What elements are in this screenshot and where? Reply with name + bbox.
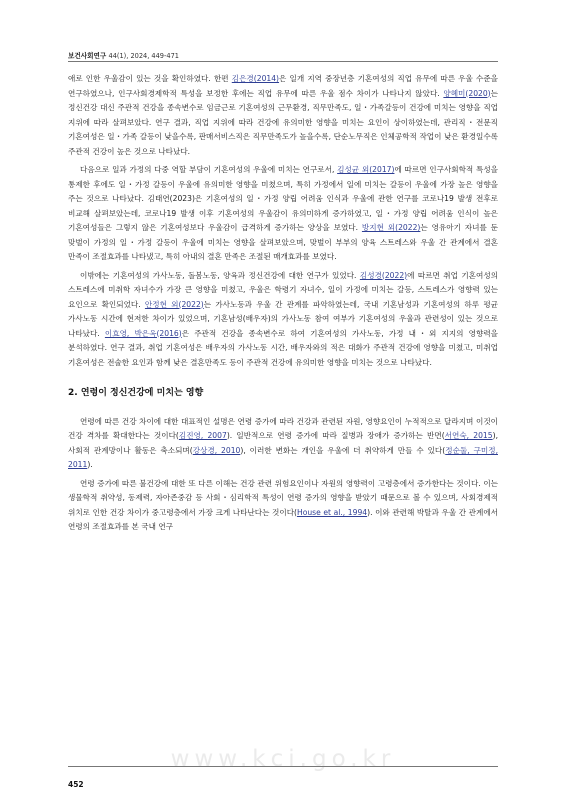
citation-link[interactable]: 김은경(2014) <box>231 74 280 83</box>
citation-link[interactable]: 방지현 외(2022) <box>361 223 421 232</box>
citation-link[interactable]: 강상경, 2010 <box>192 445 241 455</box>
paragraph-text: ), 이러한 변화는 개인을 우울에 더 취약하게 만들 수 있다( <box>240 445 446 455</box>
paragraph-text: ). 일반적으로 연령 증가에 따라 질병과 장애가 증가하는 반면( <box>226 431 445 440</box>
journal-title: 보건사회연구 <box>68 52 107 60</box>
citation-link[interactable]: House et al., 1994 <box>297 507 368 517</box>
citation-link[interactable]: 김성균 외(2017) <box>337 165 395 174</box>
watermark: www.kci.go.kr <box>170 746 396 772</box>
header-rule <box>68 61 498 62</box>
body-paragraph <box>68 477 498 535</box>
citation-link[interactable]: 정순둘, 구미정, 2011 <box>68 445 498 469</box>
paragraph-text: 다음으로 일과 가정의 다중 역할 부담이 기혼여성의 우울에 미치는 연구로서, <box>80 165 338 174</box>
paragraph-text: 는 가사노동과 우울 간 관계를 파악하였는데, 국내 기혼남성과 기혼여성의 하루 평균 가사노동 시간에 현저한 차이가 있었으며, 기혼남성(배우자)의 가사노동 참여 여부가 기혼여성의 우울과 관련성이 있는 것으로 나타났다. <box>68 299 498 338</box>
paragraph-text: ). <box>87 460 93 469</box>
body-paragraph <box>68 415 498 473</box>
paragraph-text: 은 주관적 건강을 종속변수로 하여 기혼여성의 가사노동, 가정 내・외 지지의 영향력을 분석하였다. 연구 결과, 취업 기혼여성은 배우자의 가사노동 시간, 배우자와의 적은 대화가 주관적 건강에 영향을 미쳤고, 미취업 기혼여성은 전술한 요인과 함께 낮은 결혼만족도 등이 주관적 건강에 유의미한 영향을 미치는 것으로 나타났다. <box>68 328 499 367</box>
paragraph-text: 은 일개 지역 중장년층 기혼여성의 직업 유무에 따른 우울 수준을 연구하였으나, 인구사회경제학적 특성을 보정한 후에는 직업 유무에 따른 우울 점수 차이가 나타나지 않았다. <box>68 74 498 98</box>
paragraph-text: 에 따르면 인구사회학적 특성을 통제한 후에도 일・가정 갈등이 우울에 유의미한 영향을 미쳤으며, 특히 가정에서 일에 미치는 갈등이 우울에 가장 높은 영향을 주는 것으로 나타났다. 김태연(2023)은 기혼여성의 일・가정 양립 어려움 인식과 우울에 관한 연구를 코로나19 발생 전후로 비교해 살펴보았는데, 코로나19 발생 이후 기혼여성의 우울감이 유의미하게 증가하였고, 일・가정 양립 어려움 인식이 높은 기혼여성들은 그렇지 않은 기혼여성보다 우울감이 급격하게 증가하는 양상을 보였다. <box>68 165 499 232</box>
citation-link[interactable]: 김진영, 2007 <box>178 431 227 440</box>
paragraph-text: ), 사회적 관계망이나 활동은 축소되며( <box>68 431 498 455</box>
citation-link[interactable]: 양혜미(2020) <box>443 88 491 98</box>
paragraph-text: 연령에 따른 건강 차이에 대한 대표적인 설명은 연령 증가에 따라 건강과 관련된 자원, 영향요인이 누적적으로 달라지며 이것이 건강 격차를 확대한다는 것이다( <box>68 416 498 440</box>
paragraph-text: 이밖에는 기혼여성의 가사노동, 돌봄노동, 양육과 정신건강에 대한 연구가 있었다. <box>80 270 360 280</box>
body-paragraph <box>68 163 498 265</box>
paragraph-text: 는 영유아기 자녀를 둔 맞벌이 가정의 일・가정 갈등이 우울에 미치는 영향을 살펴보았으며, 맞벌이 부부의 양육 스트레스와 우울 간 관계에서 결혼 만족이 조절효과를 나타냈고, 특히 아내의 결혼 만족은 조절된 매개효과를 보였다. <box>68 223 498 261</box>
journal-issue-pages: 44(1), 2024, 449-471 <box>108 52 179 60</box>
body-paragraph <box>68 72 498 159</box>
section-heading: 2. 연령이 정신건강에 미치는 영향 <box>68 388 204 398</box>
paragraph-text: 에 따르면 취업 기혼여성의 스트레스에 미취학 자녀수가 가장 큰 영향을 미쳤고, 우울은 학령기 자녀수, 일이 가정에 미치는 갈등, 스트레스가 영향력 있는 요인으로 확인되었다. <box>68 270 498 309</box>
citation-link[interactable]: 안정현 외(2022) <box>144 299 204 309</box>
article-body <box>68 72 498 539</box>
paragraph-text: ). 이와 관련해 박탈과 우울 간 관계에서 연령의 조절효과를 본 국내 연구 <box>68 507 498 531</box>
paragraph-text: 는 정신건강 대신 주관적 건강을 종속변수로 임금근로 기혼여성의 근무환경, 직무만족도, 일・가족갈등이 건강에 미치는 영향을 직업 지위에 따라 살펴보았다. 연구 결과, 직업 지위에 따라 건강에 유의미한 영향을 미치는 요인이 상이하였는데, 관리직・전문직 기혼여성은 일・가족 갈등이 낮을수록, 판매서비스직은 직무만족도가 높을수록, 단순노무직은 인체공학적 작업이 낮은 환경일수록 주관적 건강이 높은 것으로 나타났다. <box>68 88 498 156</box>
citation-link[interactable]: 김성경(2022) <box>359 270 408 280</box>
running-head <box>68 50 179 60</box>
footer-rule <box>68 766 498 767</box>
citation-link[interactable]: 서연숙, 2015 <box>444 431 493 440</box>
paragraph-text: 애로 인한 우울감이 있는 것을 확인하였다. 한편 <box>68 74 232 83</box>
paragraph-text: 연령 증가에 따른 불건강에 대한 또 다른 이해는 건강 관련 위험요인이나 자원의 영향력이 고령층에서 증가한다는 것이다. 이는 생물학적 취약성, 동제력, 자아존중감 등 사회・심리학적 특성이 연령 증가의 영향을 받았기 때문으로 볼 수 있으며, 사회경제적 위치로 인한 건강 차이가 중고령층에서 가장 크게 나타난다는 것이다( <box>68 478 498 517</box>
body-paragraph <box>68 269 498 371</box>
page-number: 452 <box>68 780 84 789</box>
citation-link[interactable]: 이효영, 박은옥(2016) <box>104 328 182 338</box>
